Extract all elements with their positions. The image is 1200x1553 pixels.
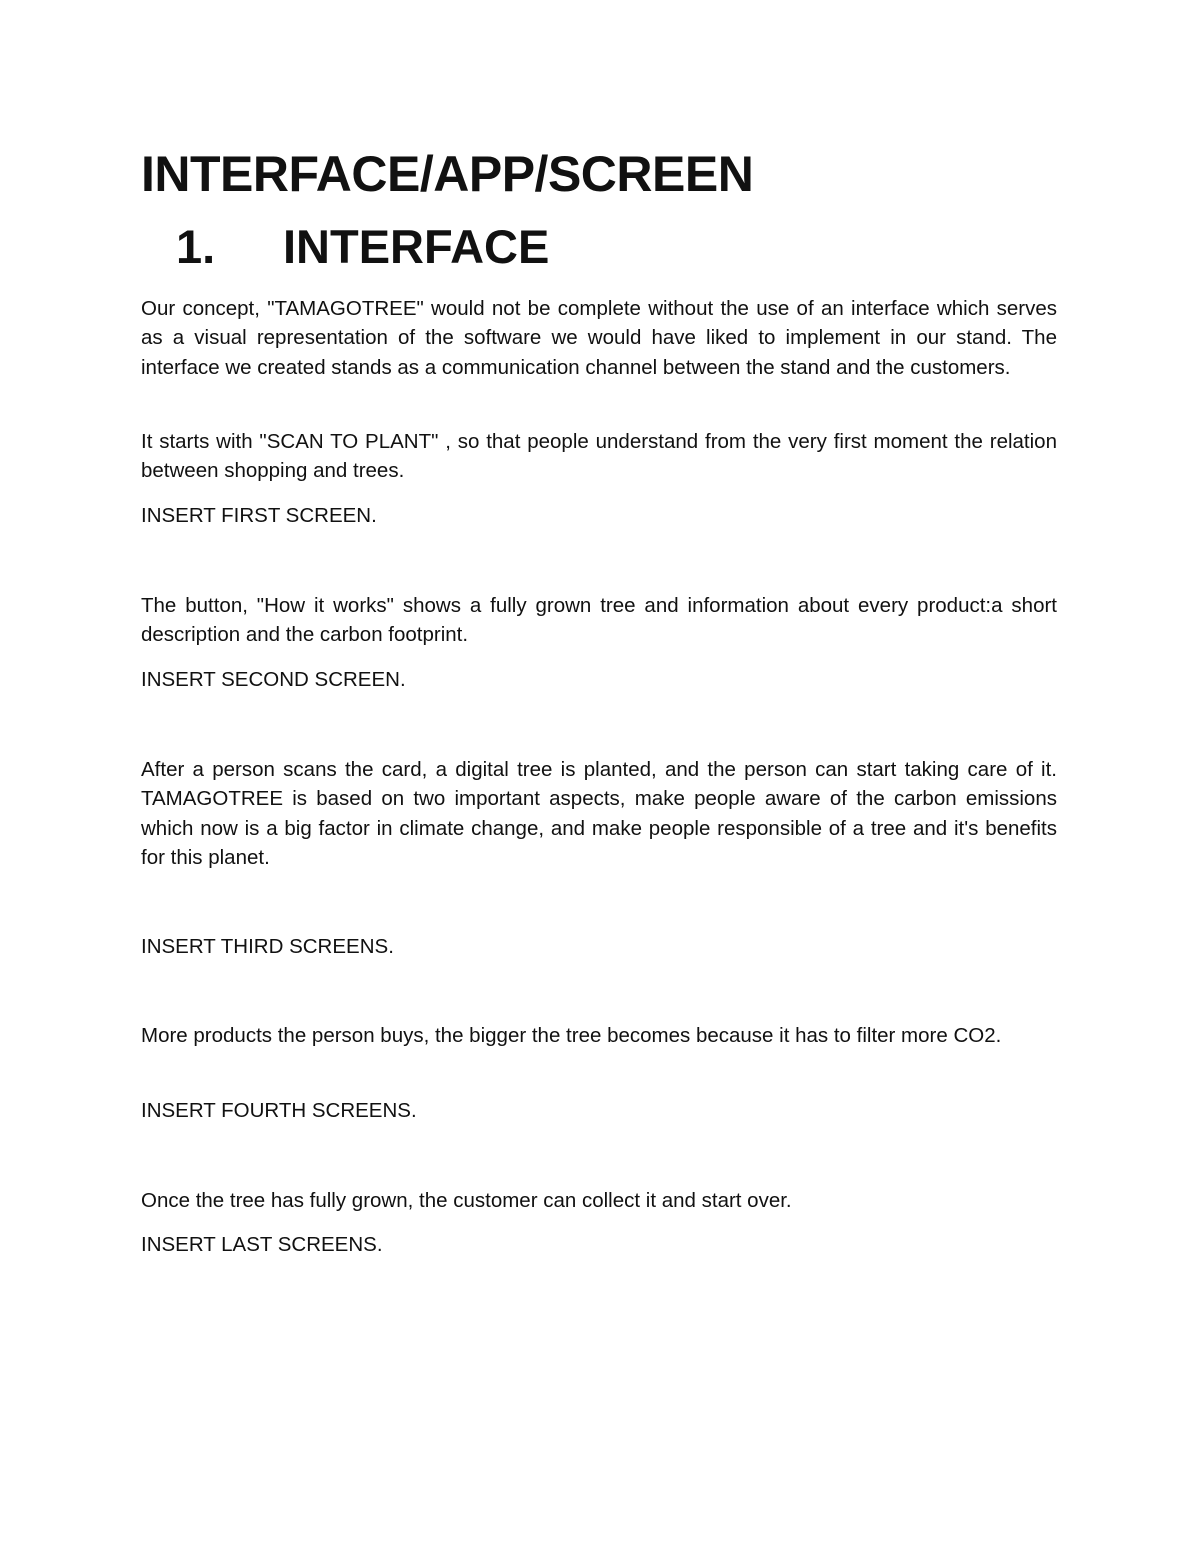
scan-to-plant-paragraph: It starts with "SCAN TO PLANT" , so that people understand from the very first moment the relation between shopping and trees. bbox=[141, 430, 1057, 483]
document-title: INTERFACE/APP/SCREEN bbox=[141, 146, 754, 202]
last-screens-placeholder: INSERT LAST SCREENS. bbox=[141, 1233, 383, 1256]
fully-grown-paragraph: Once the tree has fully grown, the customer can collect it and start over. bbox=[141, 1189, 792, 1212]
third-screens-placeholder: INSERT THIRD SCREENS. bbox=[141, 935, 394, 958]
fourth-screens-placeholder: INSERT FOURTH SCREENS. bbox=[141, 1099, 417, 1122]
section-heading bbox=[176, 218, 549, 276]
after-scan-paragraph: After a person scans the card, a digital tree is planted, and the person can start taking care of it. TAMAGOTREE is based on two important aspects, make people aware of the carbon emissions which now is a big factor in climate change, and make people responsible of a tree and it's benefits for this planet. bbox=[141, 758, 1057, 869]
first-screen-placeholder: INSERT FIRST SCREEN. bbox=[141, 504, 377, 527]
section-heading-text: INTERFACE bbox=[283, 220, 550, 273]
more-products-paragraph: More products the person buys, the bigger the tree becomes because it has to filter more CO2. bbox=[141, 1024, 1002, 1047]
section-number: 1. bbox=[176, 220, 216, 273]
intro-paragraph: Our concept, "TAMAGOTREE" would not be complete without the use of an interface which serves as a visual representation of the software we would have liked to implement in our stand. The interface we created stands as a communication channel between the stand and the customers. bbox=[141, 297, 1057, 379]
second-screen-placeholder: INSERT SECOND SCREEN. bbox=[141, 668, 406, 691]
how-it-works-paragraph: The button, "How it works" shows a fully grown tree and information about every product:a short description and the carbon footprint. bbox=[141, 594, 1057, 647]
